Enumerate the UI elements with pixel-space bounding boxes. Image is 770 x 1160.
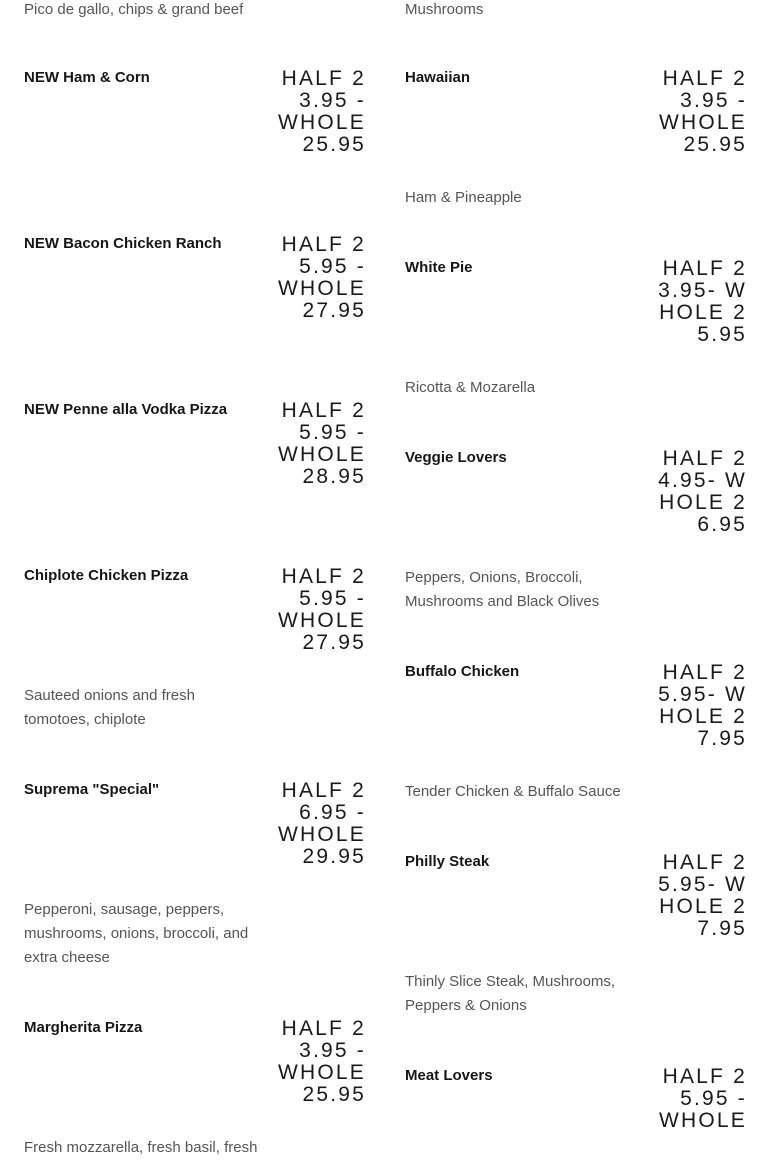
item-price: HALF 25.95- WHOLE 27.95 (658, 661, 747, 750)
item-description: Thinly Slice Steak, Mushrooms, Peppers & Onions (405, 973, 616, 1014)
item-price: HALF 25.95 - WHOLE 27.95 (277, 233, 366, 322)
item-name: Meat Lovers (405, 1067, 493, 1084)
item-price: HALF 23.95- WHOLE 25.95 (658, 257, 747, 346)
item-price: HALF 25.95 - WHOLE 27.95 (277, 565, 366, 654)
item-name: Chiplote Chicken Pizza (24, 567, 189, 584)
item-price: HALF 23.95 - WHOLE 25.95 (277, 1017, 366, 1106)
item-description: Fresh mozzarella, fresh basil, fresh (24, 1139, 258, 1156)
item-description: Sauteed onions and fresh tomotoes, chiplote (24, 687, 195, 728)
item-description: Tender Chicken & Buffalo Sauce (405, 783, 621, 800)
item-description: Pepperoni, sausage, peppers, mushrooms, onions, broccoli, and extra cheese (24, 901, 249, 966)
item-price: HALF 25.95- WHOLE 27.95 (658, 851, 747, 940)
item-name: NEW Penne alla Vodka Pizza (24, 401, 228, 418)
item-name: NEW Bacon Chicken Ranch (24, 235, 222, 252)
item-name: Buffalo Chicken (405, 663, 520, 680)
item-price: HALF 24.95- WHOLE 26.95 (658, 447, 747, 536)
item-description: Ham & Pineapple (405, 189, 522, 206)
item-name: Veggie Lovers (405, 449, 507, 466)
item-price: HALF 23.95 - WHOLE 25.95 (277, 67, 366, 156)
item-name: Hawaiian (405, 69, 471, 86)
item-price: HALF 25.95 - WHOLE (658, 1065, 747, 1132)
item-description: Ricotta & Mozarella (405, 379, 536, 396)
item-name: Philly Steak (405, 853, 490, 870)
item-description: Mushrooms (405, 1, 484, 18)
item-price: HALF 26.95 - WHOLE 29.95 (277, 779, 366, 868)
item-name: NEW Ham & Corn (24, 69, 150, 86)
item-name: Margherita Pizza (24, 1019, 143, 1036)
item-description: Peppers, Onions, Broccoli, Mushrooms and Black Olives (405, 569, 600, 610)
item-name: White Pie (405, 259, 473, 276)
item-price: HALF 25.95 - WHOLE 28.95 (277, 399, 366, 488)
item-name: Suprema "Special" (24, 781, 160, 798)
item-price: HALF 23.95 - WHOLE 25.95 (658, 67, 747, 156)
item-description: Pico de gallo, chips & grand beef (24, 1, 244, 18)
